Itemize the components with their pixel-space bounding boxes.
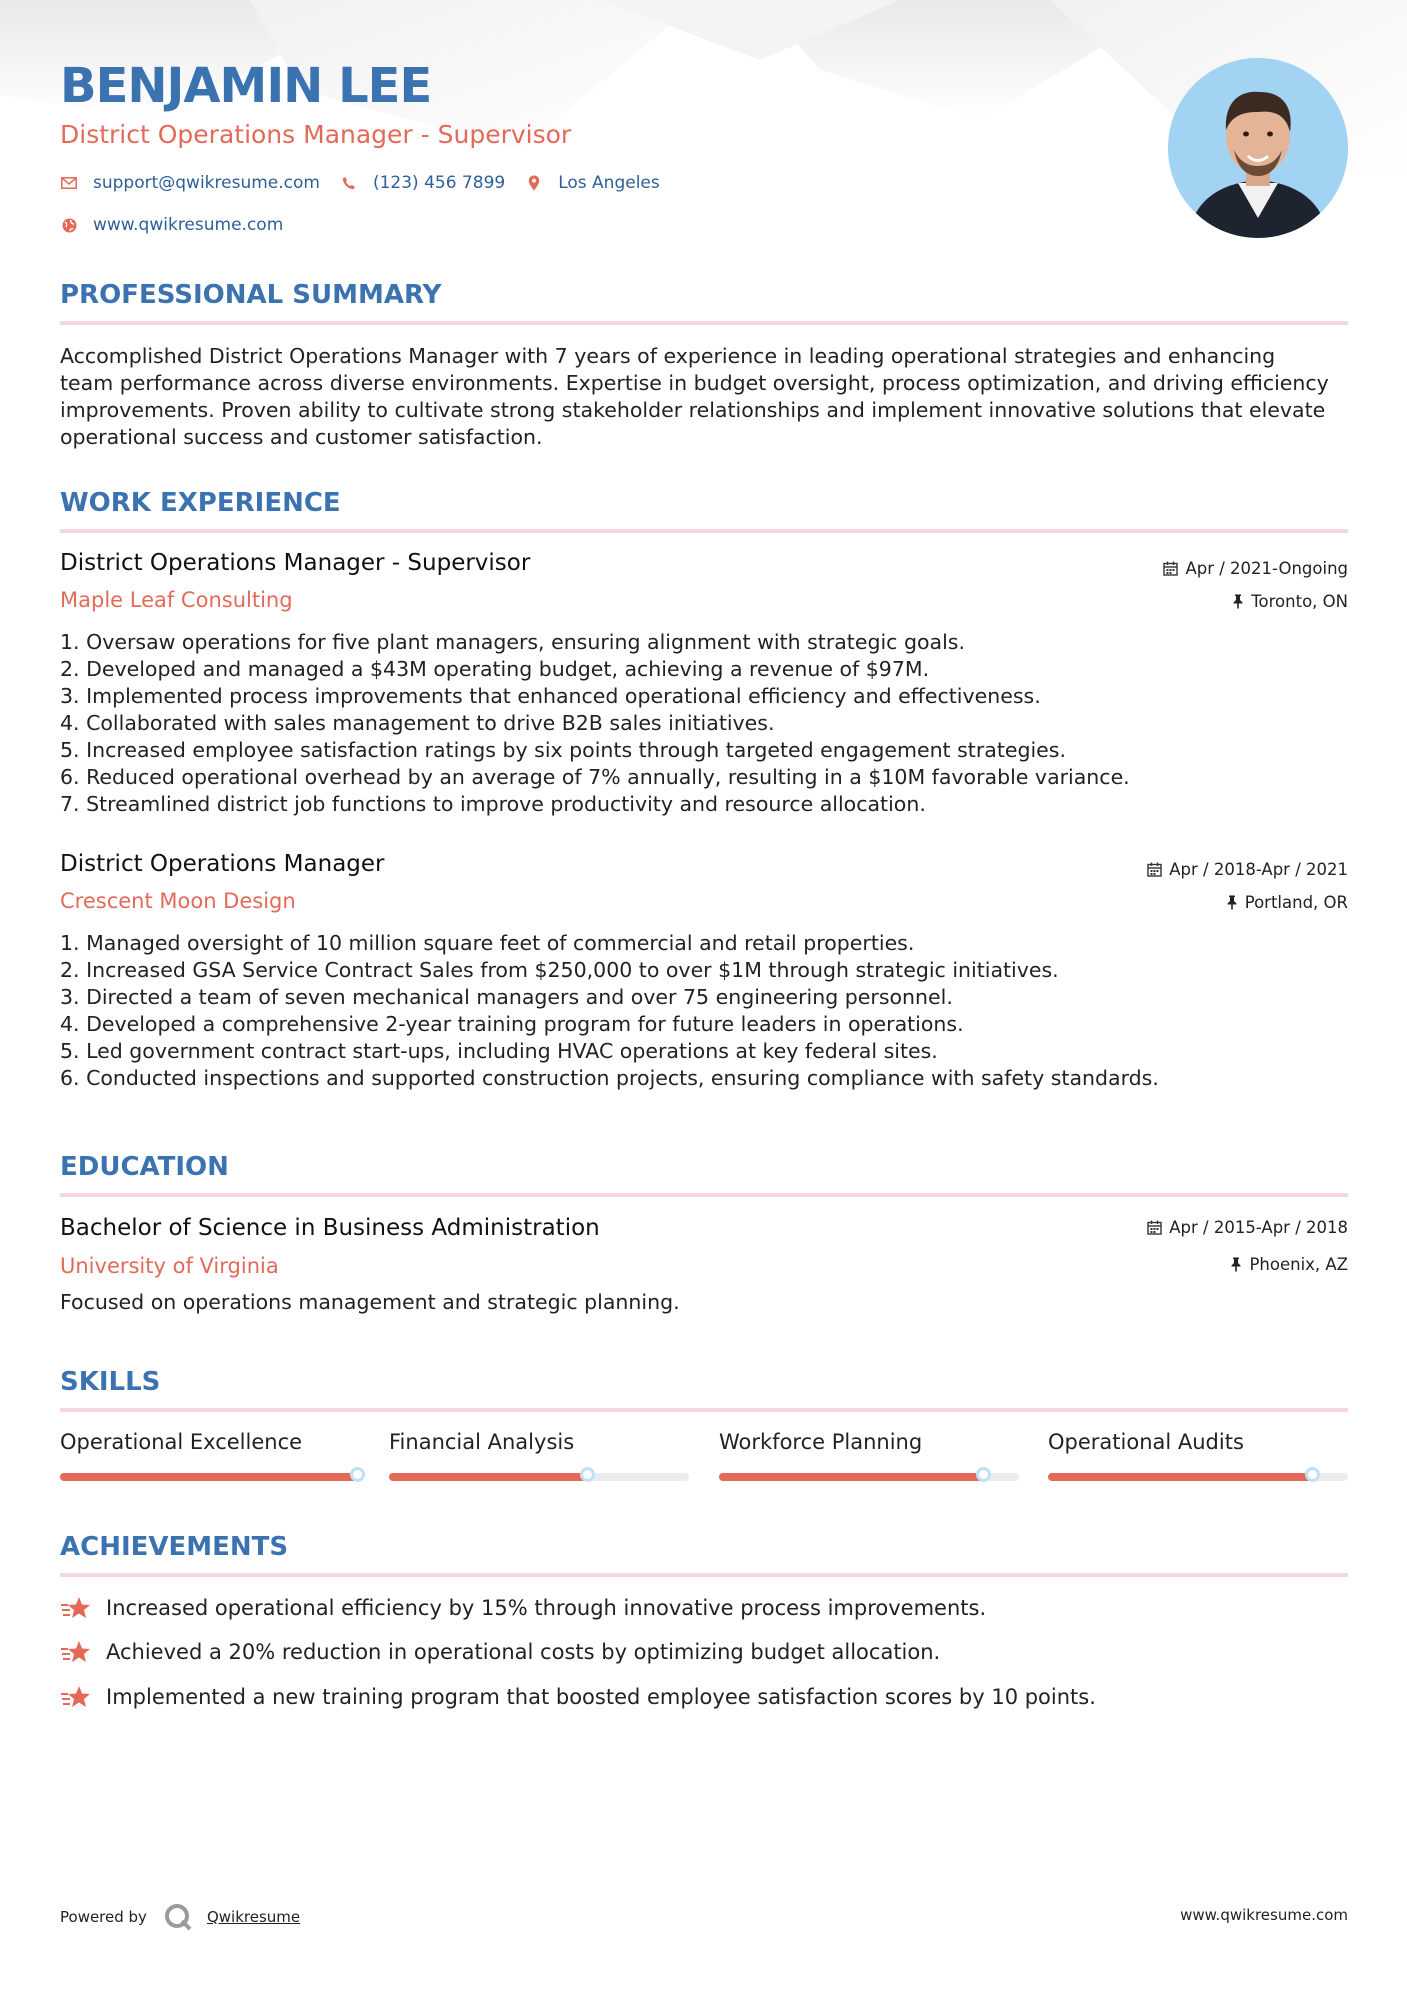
education-dates	[1147, 1218, 1348, 1237]
candidate-role: District Operations Manager - Supervisor	[60, 120, 572, 149]
profile-photo	[1168, 58, 1348, 238]
skill-name: Operational Audits	[1048, 1430, 1244, 1454]
achievement-text: Implemented a new training program that boosted employee satisfaction scores by 10 points.	[106, 1685, 1096, 1709]
skill-bar	[1048, 1473, 1348, 1481]
website-link[interactable]: www.qwikresume.com	[93, 215, 284, 235]
summary-line: improvements. Proven ability to cultivate strong stakeholder relationships and implement innovative solutions that elevate	[60, 398, 1326, 422]
globe-icon	[60, 216, 78, 234]
skill-bar	[389, 1473, 689, 1481]
degree-title: Bachelor of Science in Business Administration	[60, 1215, 600, 1241]
education-location	[1230, 1255, 1348, 1274]
section-divider	[60, 1408, 1348, 1412]
section-divider	[60, 321, 1348, 325]
calendar-icon	[1147, 1220, 1162, 1235]
skill-bar-fill	[1048, 1473, 1315, 1481]
section-title-summary: PROFESSIONAL SUMMARY	[60, 280, 442, 310]
skill-bar-knob	[976, 1467, 991, 1482]
section-divider	[60, 1193, 1348, 1197]
shooting-star-icon	[60, 1595, 92, 1621]
calendar-icon	[1147, 862, 1162, 877]
list-item: 5. Increased employee satisfaction ratings by six points through targeted engagement strategies.	[60, 738, 1066, 762]
list-item: 1. Managed oversight of 10 million square feet of commercial and retail properties.	[60, 931, 915, 955]
skill-name: Operational Excellence	[60, 1430, 303, 1454]
phone-icon	[340, 174, 358, 192]
location-text: Los Angeles	[558, 173, 660, 193]
contact-row-primary	[60, 173, 680, 193]
contact-row-website	[60, 215, 303, 235]
section-title-skills: SKILLS	[60, 1367, 161, 1397]
job-title: District Operations Manager - Supervisor	[60, 550, 531, 576]
email-link[interactable]: support@qwikresume.com	[93, 173, 320, 193]
job-title: District Operations Manager	[60, 851, 385, 877]
job-dates	[1147, 860, 1348, 879]
list-item: 2. Developed and managed a $43M operating budget, achieving a revenue of $97M.	[60, 657, 930, 681]
skill-bar-fill	[389, 1473, 590, 1481]
phone-number: (123) 456 7899	[372, 173, 506, 193]
achievement-item	[60, 1595, 986, 1621]
list-item: 5. Led government contract start-ups, including HVAC operations at key federal sites.	[60, 1039, 938, 1063]
education-dates-text: Apr / 2015-Apr / 2018	[1169, 1218, 1348, 1237]
job-bullets	[60, 629, 1350, 818]
section-title-education: EDUCATION	[60, 1152, 229, 1182]
achievement-text: Achieved a 20% reduction in operational costs by optimizing budget allocation.	[106, 1640, 941, 1664]
skill-bar-fill	[60, 1473, 360, 1481]
list-item: 1. Oversaw operations for five plant managers, ensuring alignment with strategic goals.	[60, 630, 965, 654]
company-name: Crescent Moon Design	[60, 889, 296, 913]
job-dates	[1163, 559, 1348, 578]
skill-name: Workforce Planning	[719, 1430, 923, 1454]
list-item: 6. Conducted inspections and supported construction projects, ensuring compliance with safety standards.	[60, 1066, 1159, 1090]
section-title-achievements: ACHIEVEMENTS	[60, 1532, 289, 1562]
company-name: Maple Leaf Consulting	[60, 588, 293, 612]
education-description: Focused on operations management and strategic planning.	[60, 1290, 680, 1314]
job-dates-text: Apr / 2018-Apr / 2021	[1169, 860, 1348, 879]
skill-item	[60, 1430, 360, 1481]
footer-website-link[interactable]: www.qwikresume.com	[1180, 1906, 1348, 1924]
location-pin-icon	[525, 174, 543, 192]
skill-bar-fill	[719, 1473, 986, 1481]
achievement-item	[60, 1639, 940, 1665]
job-location	[1226, 893, 1348, 912]
skill-bar	[719, 1473, 1019, 1481]
job-location-text: Portland, OR	[1244, 893, 1348, 912]
job-bullets	[60, 930, 1350, 1092]
email-icon	[60, 174, 78, 192]
skill-item	[389, 1430, 689, 1481]
shooting-star-icon	[60, 1684, 92, 1710]
summary-paragraph	[60, 343, 1350, 451]
footer-powered-by	[60, 1902, 300, 1932]
summary-line: team performance across diverse environments. Expertise in budget oversight, process optimization, and driving efficiency	[60, 371, 1329, 395]
skill-item	[1048, 1430, 1348, 1481]
skill-name: Financial Analysis	[389, 1430, 575, 1454]
list-item: 4. Collaborated with sales management to drive B2B sales initiatives.	[60, 711, 775, 735]
school-name: University of Virginia	[60, 1254, 279, 1278]
skill-bar-knob	[1305, 1467, 1320, 1482]
list-item: 3. Implemented process improvements that enhanced operational efficiency and effectiveness.	[60, 684, 1041, 708]
powered-by-label: Powered by	[60, 1908, 147, 1926]
summary-line: operational success and customer satisfaction.	[60, 425, 543, 449]
calendar-icon	[1163, 561, 1178, 576]
section-divider	[60, 529, 1348, 533]
list-item: 7. Streamlined district job functions to improve productivity and resource allocation.	[60, 792, 926, 816]
skill-bar	[60, 1473, 360, 1481]
pushpin-icon	[1226, 895, 1238, 910]
list-item: 2. Increased GSA Service Contract Sales from $250,000 to over $1M through strategic initiatives.	[60, 958, 1059, 982]
pushpin-icon	[1230, 1257, 1242, 1272]
shooting-star-icon	[60, 1639, 92, 1665]
job-location-text: Toronto, ON	[1251, 592, 1348, 611]
section-divider	[60, 1573, 1348, 1577]
summary-line: Accomplished District Operations Manager with 7 years of experience in leading operational strategies and enhancing	[60, 344, 1276, 368]
qwikresume-logo-icon	[163, 1902, 193, 1932]
skill-bar-knob	[350, 1467, 365, 1482]
achievement-item	[60, 1684, 1096, 1710]
list-item: 3. Directed a team of seven mechanical managers and over 75 engineering personnel.	[60, 985, 953, 1009]
skill-item	[719, 1430, 1019, 1481]
pushpin-icon	[1232, 594, 1244, 609]
education-location-text: Phoenix, AZ	[1249, 1255, 1348, 1274]
section-title-experience: WORK EXPERIENCE	[60, 488, 341, 518]
skill-bar-knob	[580, 1467, 595, 1482]
list-item: 4. Developed a comprehensive 2-year training program for future leaders in operations.	[60, 1012, 964, 1036]
job-location	[1232, 592, 1348, 611]
job-dates-text: Apr / 2021-Ongoing	[1185, 559, 1348, 578]
candidate-name: BENJAMIN LEE	[60, 58, 432, 114]
list-item: 6. Reduced operational overhead by an average of 7% annually, resulting in a $10M favorable variance.	[60, 765, 1130, 789]
qwikresume-brand-link[interactable]: Qwikresume	[206, 1908, 301, 1926]
achievement-text: Increased operational efficiency by 15% through innovative process improvements.	[106, 1596, 987, 1620]
